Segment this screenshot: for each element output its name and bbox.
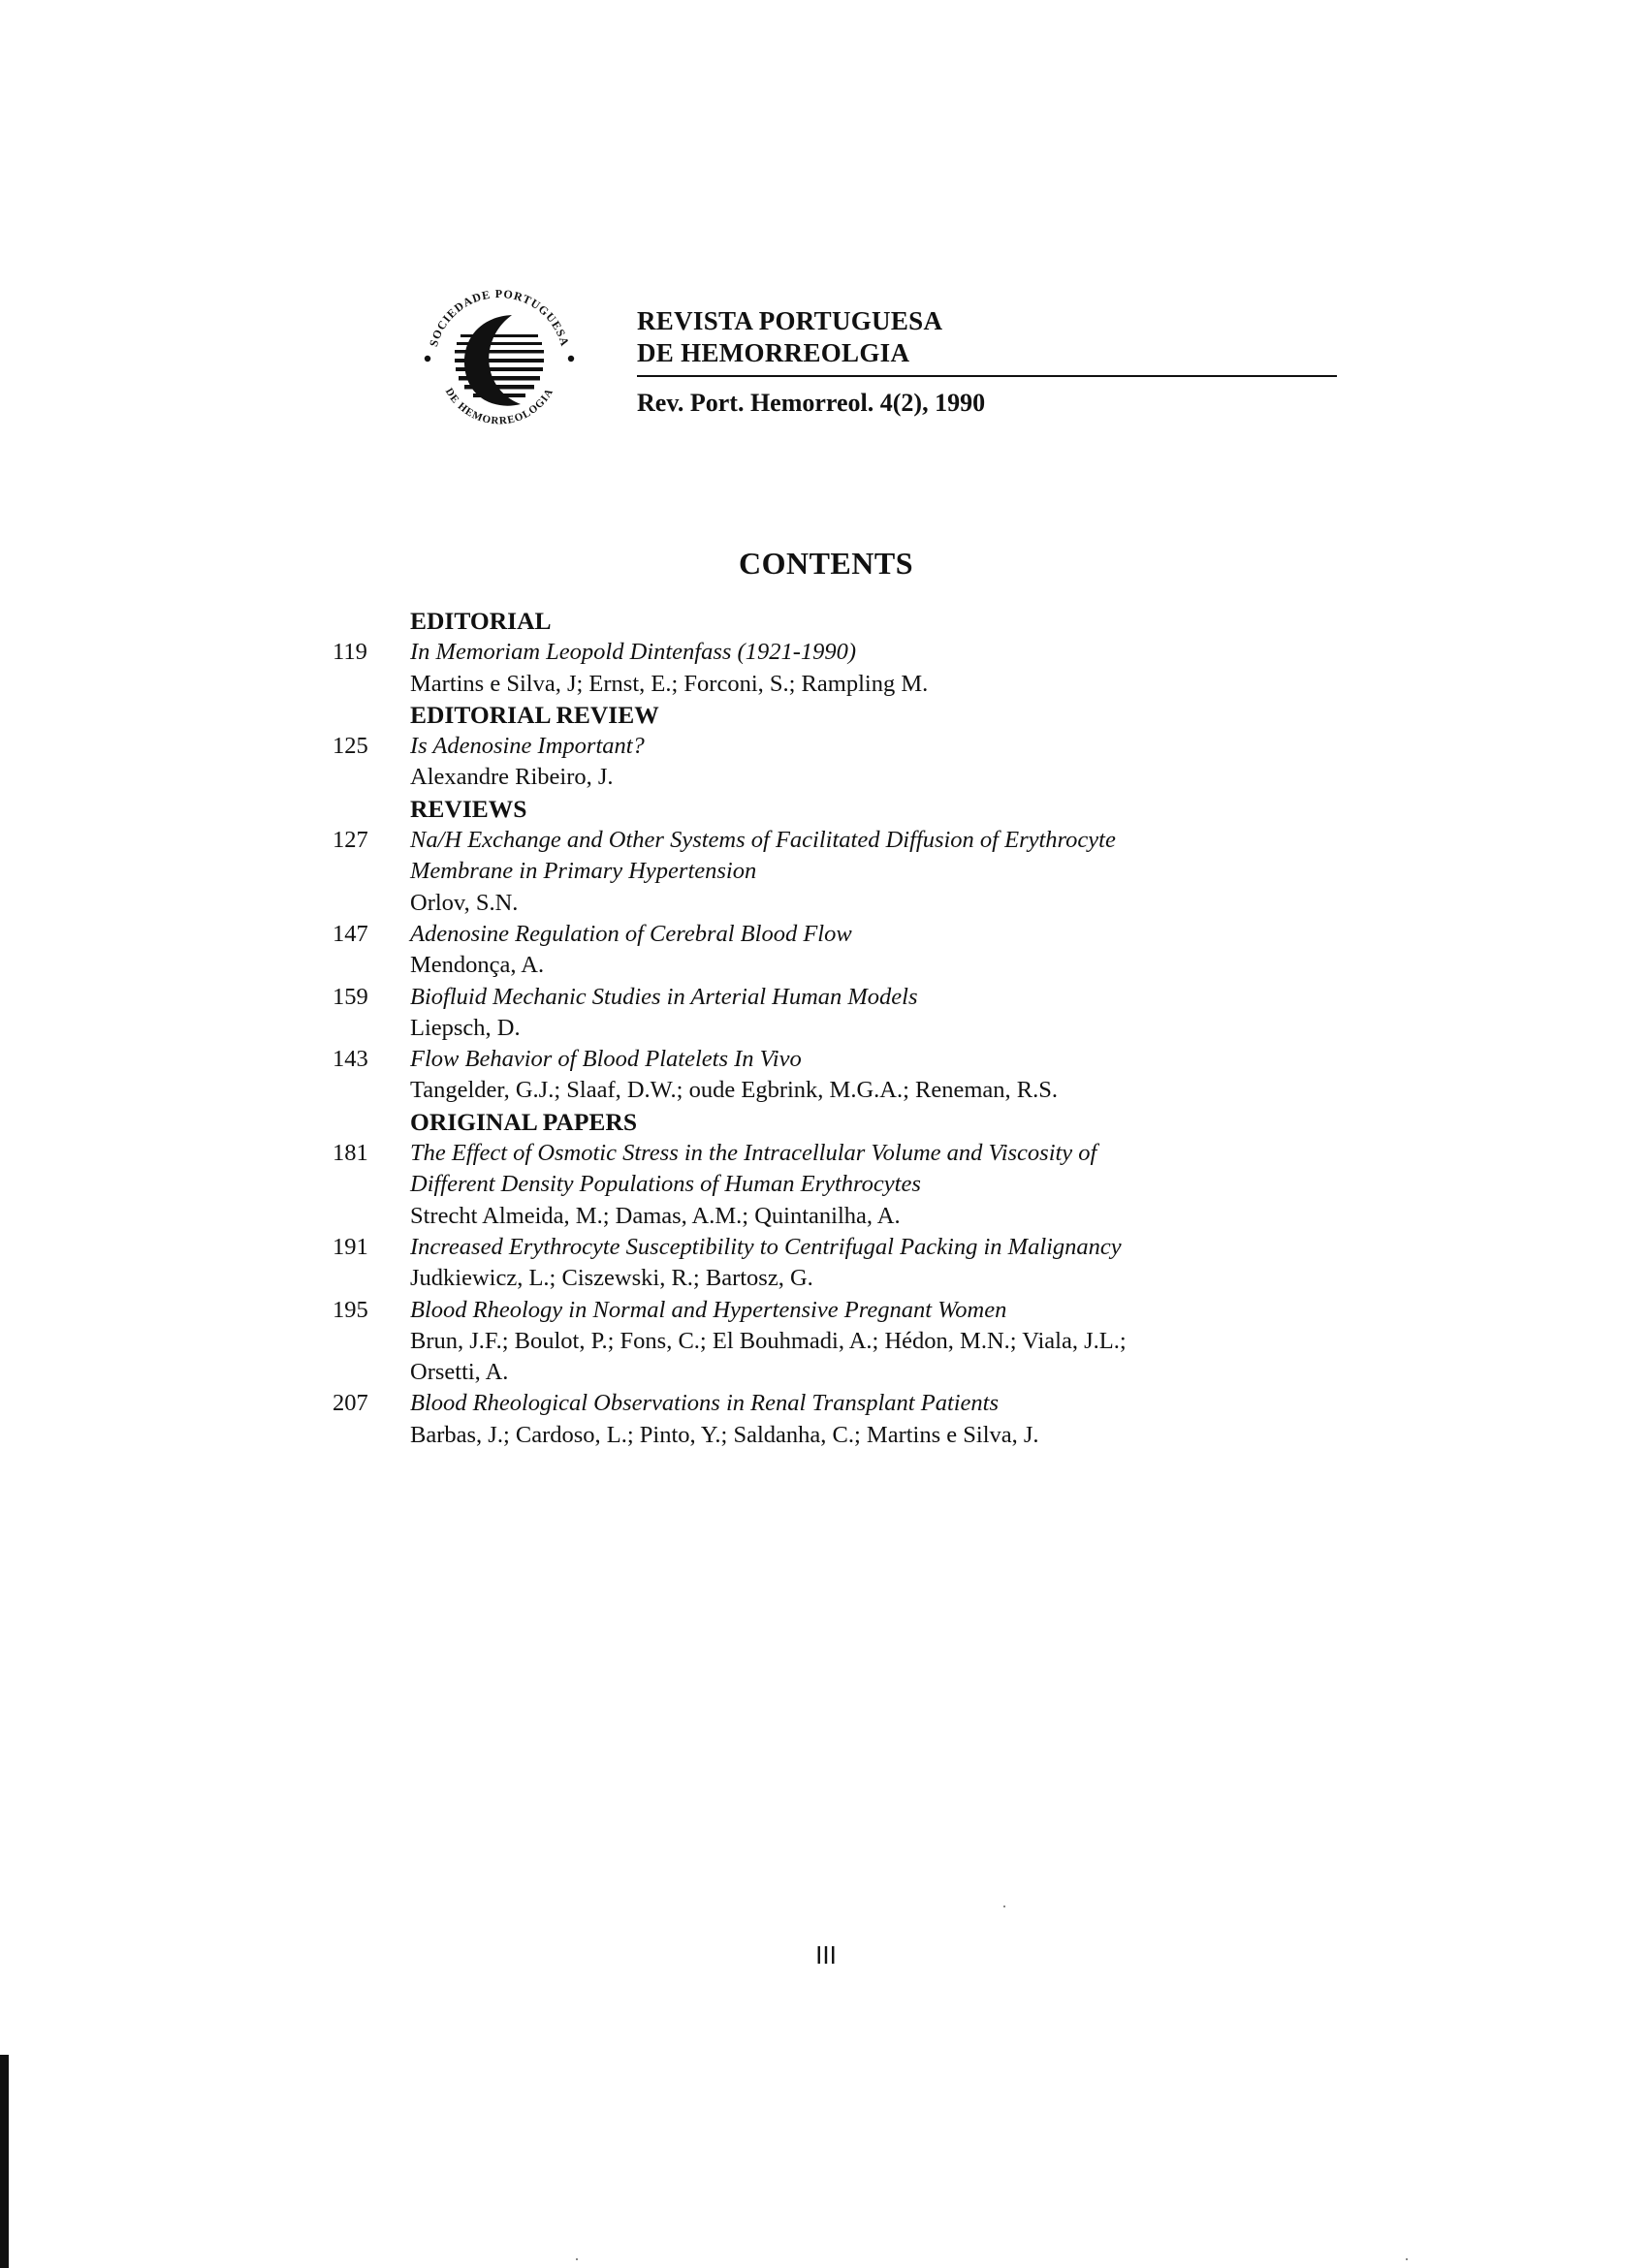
toc-entry-text: Brun, J.F.; Boulot, P.; Fons, C.; El Bouhmadi, A.; Hédon, M.N.; Viala, J.L.; (410, 1327, 1127, 1354)
toc-entry-text: EDITORIAL REVIEW (410, 700, 659, 729)
toc-article-title (0, 919, 1652, 950)
toc-page-number: 143 (333, 1046, 368, 1073)
toc-section-heading (0, 1107, 1652, 1138)
scan-speck (1003, 1906, 1005, 1907)
toc-page-number: 119 (333, 639, 367, 666)
toc-entry-text: Strecht Almeida, M.; Damas, A.M.; Quintanilha, A. (410, 1202, 901, 1229)
journal-header (637, 305, 1337, 418)
toc-article-title (0, 1388, 1652, 1419)
toc-page-number: 195 (333, 1296, 368, 1323)
journal-citation: Rev. Port. Hemorreol. 4(2), 1990 (637, 389, 986, 417)
toc-entry-text: Flow Behavior of Blood Platelets In Vivo (410, 1046, 802, 1073)
toc-authors (0, 669, 1652, 700)
scan-speck (576, 2258, 578, 2260)
svg-text:DE HEMORREOLOGIA: DE HEMORREOLOGIA (442, 386, 556, 427)
toc-entry-text: Martins e Silva, J; Ernst, E.; Forconi, S.; Rampling M. (410, 670, 929, 697)
toc-page-number: 181 (333, 1140, 368, 1167)
toc-authors (0, 888, 1652, 919)
toc-entry-text: Orlov, S.N. (410, 889, 519, 916)
toc-page-number: 207 (333, 1390, 368, 1417)
toc-article-title (0, 1295, 1652, 1326)
journal-title-line2: DE HEMORREOLGIA (637, 338, 910, 367)
society-seal-icon (412, 267, 587, 441)
toc-entry-text: ORIGINAL PAPERS (410, 1107, 638, 1136)
contents-heading: CONTENTS (738, 546, 914, 581)
toc-article-title (0, 825, 1652, 856)
toc-page-number: 127 (333, 827, 368, 854)
toc-entry-text: REVIEWS (410, 794, 527, 823)
toc-entry-text: Is Adenosine Important? (410, 733, 645, 760)
toc-page-number: 147 (333, 920, 368, 947)
toc-page-number: 125 (333, 733, 368, 760)
toc-entry-text: Mendonça, A. (410, 952, 545, 979)
toc-section-heading (0, 606, 1652, 637)
table-of-contents (0, 606, 1652, 1451)
toc-entry-text: Increased Erythrocyte Susceptibility to Centrifugal Packing in Malignancy (410, 1233, 1122, 1260)
toc-entry-text: Orsetti, A. (410, 1359, 509, 1386)
toc-entry-text: Liepsch, D. (410, 1014, 521, 1041)
toc-section-heading (0, 794, 1652, 825)
toc-page-number: 159 (333, 983, 368, 1010)
toc-entry-text: In Memoriam Leopold Dintenfass (1921-1990) (410, 639, 857, 666)
toc-article-title (0, 1138, 1652, 1169)
toc-entry-text: Blood Rheological Observations in Renal Transplant Patients (410, 1390, 1000, 1417)
toc-entry-text: Adenosine Regulation of Cerebral Blood Flow (410, 920, 852, 947)
toc-authors (0, 950, 1652, 981)
toc-authors (0, 1075, 1652, 1106)
scan-edge-mark (0, 2055, 9, 2268)
toc-article-title (0, 1044, 1652, 1075)
toc-entry-text: Barbas, J.; Cardoso, L.; Pinto, Y.; Saldanha, C.; Martins e Silva, J. (410, 1421, 1039, 1448)
toc-entry-text: Judkiewicz, L.; Ciszewski, R.; Bartosz, G. (410, 1265, 813, 1292)
toc-entry-text: Alexandre Ribeiro, J. (410, 764, 614, 791)
toc-article-title (0, 1232, 1652, 1263)
toc-entry-text: Biofluid Mechanic Studies in Arterial Human Models (410, 983, 918, 1010)
toc-entry-text: EDITORIAL (410, 607, 552, 635)
toc-article-title (0, 982, 1652, 1013)
toc-authors (0, 1201, 1652, 1232)
scan-speck (1406, 2258, 1408, 2260)
header-divider (637, 375, 1337, 377)
toc-entry-text: Membrane in Primary Hypertension (410, 858, 757, 885)
toc-article-title (0, 731, 1652, 762)
svg-text:SOCIEDADE PORTUGUESA: SOCIEDADE PORTUGUESA (426, 286, 573, 349)
toc-page-number: 191 (333, 1233, 368, 1260)
page-number: III (815, 1940, 837, 1969)
toc-authors (0, 1263, 1652, 1294)
journal-title-line1: REVISTA PORTUGUESA (637, 306, 943, 335)
toc-article-title (0, 856, 1652, 887)
toc-article-title (0, 1169, 1652, 1200)
toc-authors (0, 1326, 1652, 1357)
toc-entry-text: Na/H Exchange and Other Systems of Facilitated Diffusion of Erythrocyte (410, 827, 1116, 854)
toc-authors (0, 1013, 1652, 1044)
toc-entry-text: Blood Rheology in Normal and Hypertensive Pregnant Women (410, 1296, 1007, 1323)
toc-entry-text: The Effect of Osmotic Stress in the Intracellular Volume and Viscosity of (410, 1140, 1097, 1167)
toc-authors (0, 762, 1652, 793)
toc-article-title (0, 637, 1652, 668)
toc-authors (0, 1357, 1652, 1388)
toc-entry-text: Different Density Populations of Human Erythrocytes (410, 1171, 921, 1198)
toc-section-heading (0, 700, 1652, 731)
toc-entry-text: Tangelder, G.J.; Slaaf, D.W.; oude Egbrink, M.G.A.; Reneman, R.S. (410, 1077, 1059, 1104)
toc-authors (0, 1420, 1652, 1451)
